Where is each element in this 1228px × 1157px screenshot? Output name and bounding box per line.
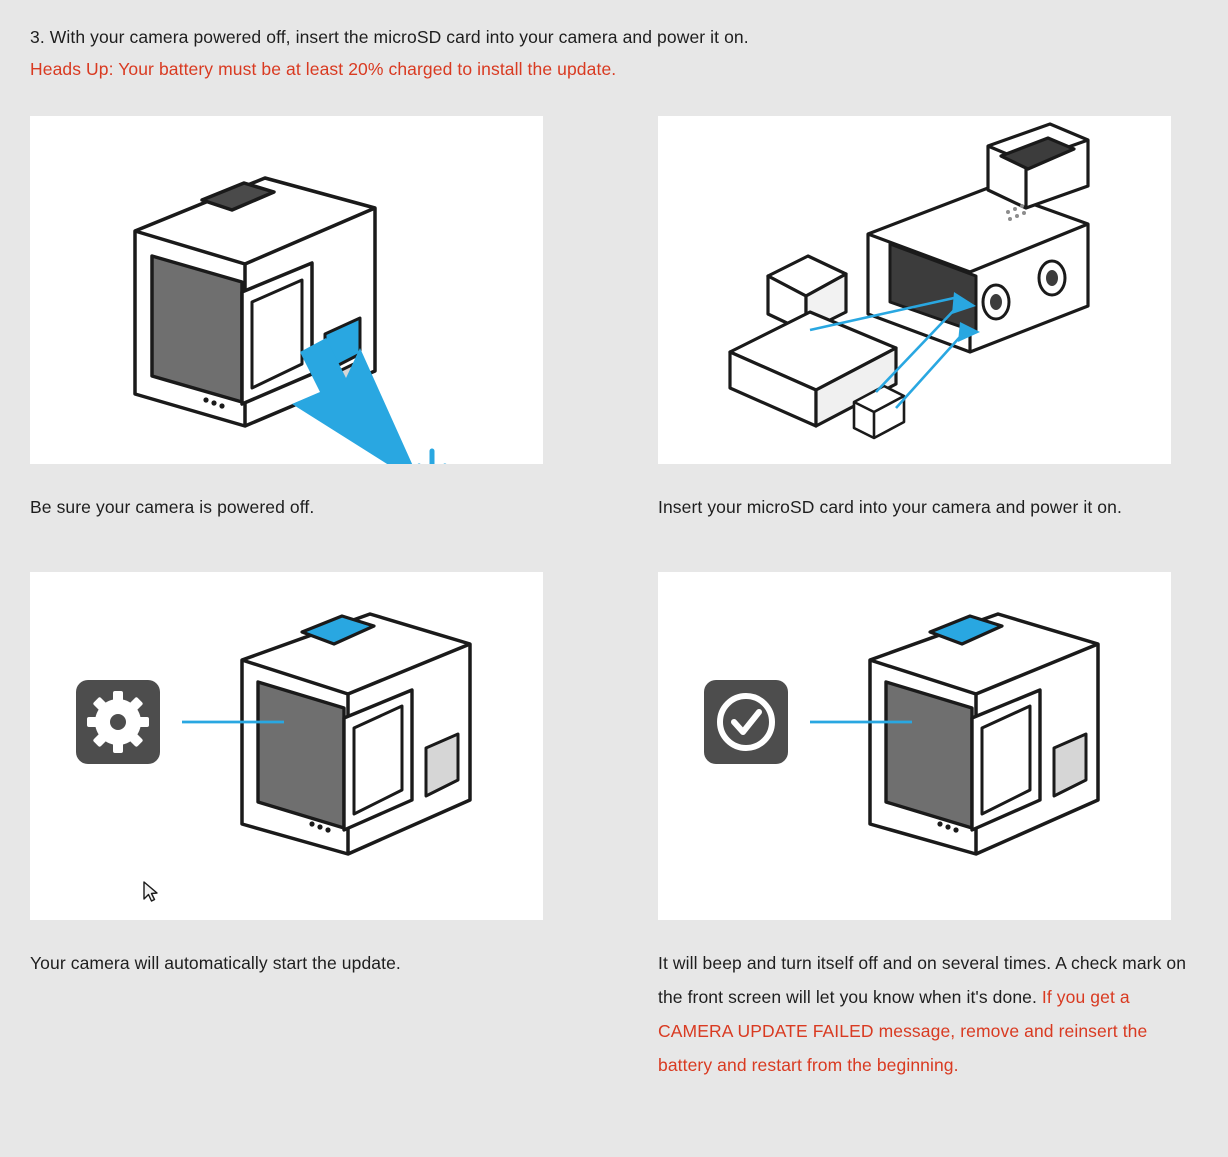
camera-update-start-illustration bbox=[30, 572, 543, 920]
figure-caption-update-complete-alert: If you get a CAMERA UPDATE FAILED message, remove and reinsert the battery and restart from the beginning. bbox=[658, 987, 1148, 1075]
figure-cell-update-complete bbox=[658, 572, 1198, 1082]
figure-grid bbox=[30, 116, 1198, 1082]
figure-cell-insert-microsd bbox=[658, 116, 1198, 524]
figure-caption-update-start: Your camera will automatically start the update. bbox=[30, 953, 401, 973]
figure-update-start bbox=[30, 572, 543, 920]
figure-caption-update-complete-text: It will beep and turn itself off and on several times. A check mark on the front screen will let you know when it's done. bbox=[658, 953, 1187, 1007]
figure-caption-camera-power-off: Be sure your camera is powered off. bbox=[30, 497, 315, 517]
insert-microsd-illustration bbox=[658, 116, 1171, 464]
heads-up-warning-text: Heads Up: Your battery must be at least 20% charged to install the update. bbox=[30, 59, 617, 79]
figure-insert-microsd bbox=[658, 116, 1171, 464]
camera-power-off-illustration bbox=[30, 116, 543, 464]
figure-update-complete bbox=[658, 572, 1171, 920]
figure-camera-power-off bbox=[30, 116, 543, 464]
gear-icon bbox=[76, 680, 160, 764]
figure-cell-update-start bbox=[30, 572, 570, 1082]
press-arrow-icon bbox=[292, 338, 422, 464]
mouse-cursor-icon bbox=[144, 882, 157, 901]
figure-caption-insert-microsd: Insert your microSD card into your camera and power it on. bbox=[658, 497, 1122, 517]
figure-cell-camera-power-off bbox=[30, 116, 570, 524]
check-circle-icon bbox=[704, 680, 788, 764]
step-instruction-text: 3. With your camera powered off, insert the microSD card into your camera and power it on. bbox=[30, 27, 749, 47]
camera-update-complete-illustration bbox=[658, 572, 1171, 920]
power-button-icon bbox=[409, 451, 455, 464]
figure-caption-update-complete bbox=[658, 946, 1198, 1082]
